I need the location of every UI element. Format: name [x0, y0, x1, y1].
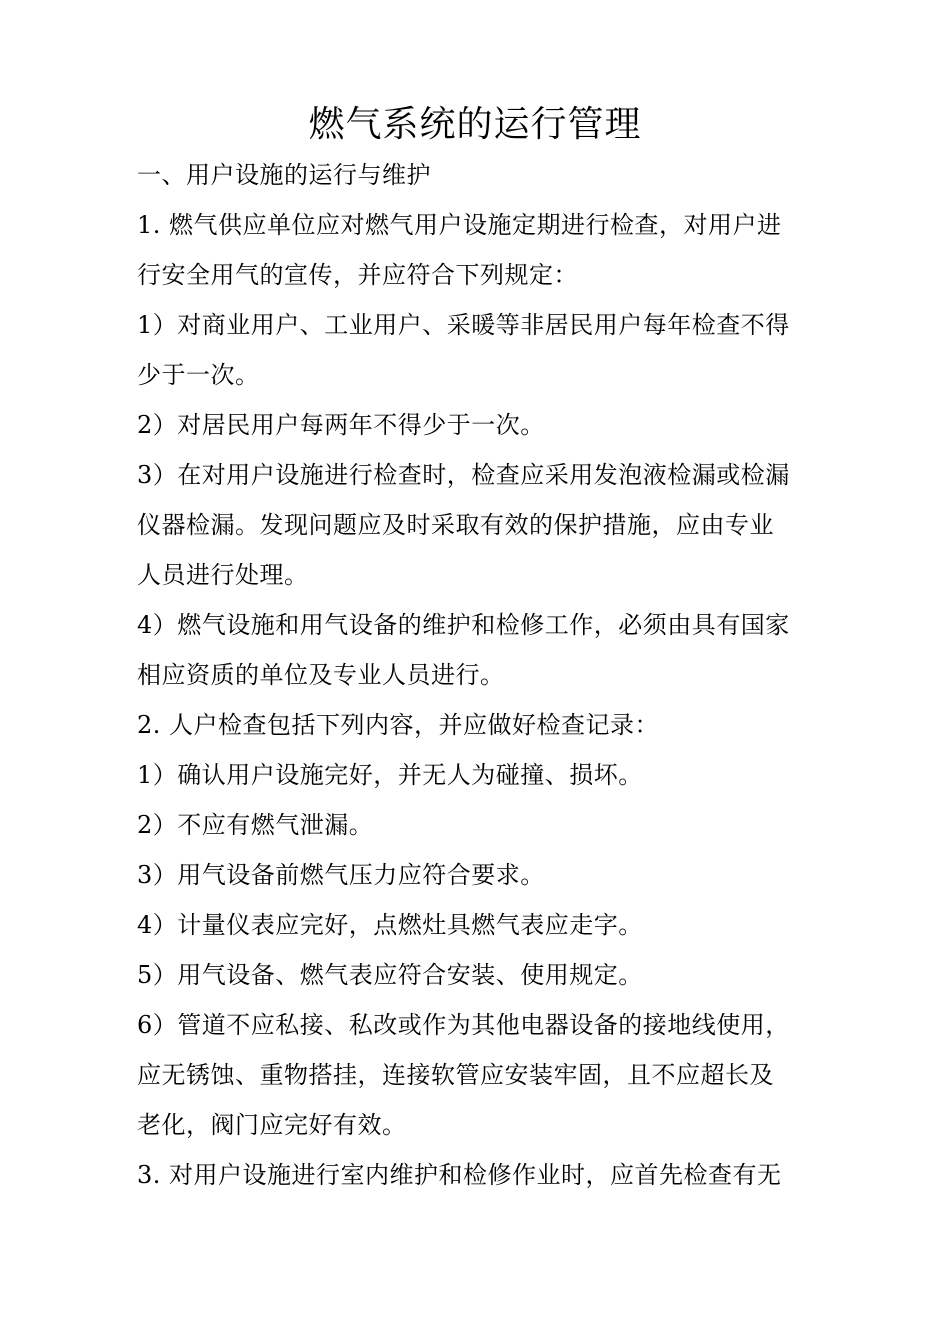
paragraph-line: 2）不应有燃气泄漏。 [137, 811, 374, 839]
document-title: 燃气系统的运行管理 [308, 104, 642, 145]
paragraph-line: 1）确认用户设施完好，并无人为碰撞、损坏。 [137, 761, 643, 789]
paragraph-line: 1. 燃气供应单位应对燃气用户设施定期进行检查，对用户进 [137, 211, 782, 239]
paragraph-line: 3）用气设备前燃气压力应符合要求。 [137, 861, 545, 889]
paragraph-line: 5）用气设备、燃气表应符合安装、使用规定。 [137, 961, 643, 989]
paragraph-line: 仪器检漏。发现问题应及时采取有效的保护措施，应由专业 [137, 511, 774, 539]
paragraph-line: 人员进行处理。 [137, 561, 309, 589]
paragraph-line: 3. 对用户设施进行室内维护和检修作业时，应首先检查有无 [137, 1161, 782, 1189]
paragraph-line: 老化，阀门应完好有效。 [137, 1111, 407, 1139]
paragraph-line: 1）对商业用户、工业用户、采暖等非居民用户每年检查不得 [137, 311, 790, 339]
paragraph-line: 应无锈蚀、重物搭挂，连接软管应安装牢固，且不应超长及 [137, 1061, 774, 1089]
paragraph-line: 相应资质的单位及专业人员进行。 [137, 661, 505, 689]
paragraph-line: 行安全用气的宣传，并应符合下列规定： [137, 261, 578, 289]
paragraph-line: 6）管道不应私接、私改或作为其他电器设备的接地线使用， [137, 1011, 790, 1039]
document-body [137, 150, 817, 1200]
paragraph-line: 2. 人户检查包括下列内容，并应做好检查记录： [137, 711, 660, 739]
paragraph-line: 2）对居民用户每两年不得少于一次。 [137, 411, 545, 439]
paragraph-line: 少于一次。 [137, 361, 260, 389]
paragraph-line: 3）在对用户设施进行检查时，检查应采用发泡液检漏或检漏 [137, 461, 790, 489]
paragraph-line: 4）计量仪表应完好，点燃灶具燃气表应走字。 [137, 911, 643, 939]
paragraph-line: 4）燃气设施和用气设备的维护和检修工作，必须由具有国家 [137, 611, 790, 639]
section-heading: 一、用户设施的运行与维护 [137, 161, 431, 189]
